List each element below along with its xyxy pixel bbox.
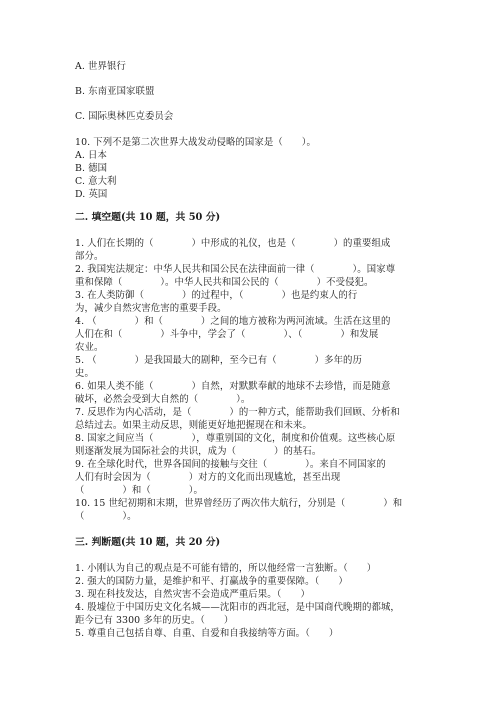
- fill-line: 3. 在人类防御（ ）的过程中，（ ）也是约束人的行: [75, 290, 358, 301]
- judge-line: 4. 殷墟位于中国历史文化名城——沈阳市的西北冠，是中国商代晚期的都城，: [75, 602, 400, 613]
- fill-line: 为，减少自然灾害危害的重要手段。: [75, 303, 227, 314]
- q10-option-c: C. 意大利: [75, 176, 117, 187]
- q9-option-b: B. 东南亚国家联盟: [75, 86, 155, 97]
- section-heading-judgement: 三. 判断题(共 10 题，共 20 分): [75, 537, 221, 548]
- fill-line: （ ）。: [75, 511, 137, 522]
- judge-line: 距今已有 3300 多年的历史。（ ）: [75, 615, 234, 626]
- fill-line: 5. （ ）是我国最大的剧种，至今已有（ ）多年的历: [75, 355, 363, 366]
- fill-line: （ ）和（ ）。: [75, 485, 203, 496]
- fill-line: 史。: [75, 368, 94, 379]
- fill-line: 人们在和（ ）斗争中，学会了（ ）、（ ）和发展: [75, 329, 379, 340]
- fill-line: 6. 如果人类不能（ ）自然，对默默奉献的地球不去珍惜，而是随意: [75, 381, 391, 392]
- fill-line: 9. 在全球化时代，世界各国间的接触与交往（ ）。来自不同国家的: [75, 459, 386, 470]
- fill-line: 10. 15 世纪初期和末期，世界曾经历了两次伟大航行，分别是（ ）和: [75, 498, 403, 509]
- fill-line: 2. 我国宪法规定：中华人民共和国公民在法律面前一律（ ）。国家尊: [75, 264, 396, 275]
- q10-option-a: A. 日本: [75, 150, 107, 161]
- judge-line: 5. 尊重自己包括自尊、自重、自爱和自我接纳等方面。（ ）: [75, 628, 339, 639]
- fill-line: 部分。: [75, 251, 104, 262]
- fill-line: 总结过去。如果主动反思，则能更好地把握现在和未来。: [75, 420, 312, 431]
- fill-line: 8. 国家之间应当（ ），尊重别国的文化，制度和价值观。这些核心原: [75, 433, 396, 444]
- fill-line: 1. 人们在长期的（ ）中形成的礼仪，也是（ ）的重要组成: [75, 238, 391, 249]
- judge-line: 2. 强大的国防力量，是维护和平、打赢战争的重要保障。（ ）: [75, 576, 348, 587]
- fill-line: 重和保障（ ）。中华人民共和国公民的（ ）不受侵犯。: [75, 277, 374, 288]
- fill-line: 破坏，必然会受到大自然的（ ）。: [75, 394, 251, 405]
- judge-line: 1. 小刚认为自己的观点是不可能有错的，所以他经常一言独断。（ ）: [75, 563, 377, 574]
- fill-line: 4. （ ）和（ ）之间的地方被称为两河流域。生活在这里的: [75, 316, 391, 327]
- fill-line: 则逐渐发展为国际社会的共识，成为（ ）的基石。: [75, 446, 322, 457]
- fill-line: 人们有时会因为（ ）对方的文化而出现尴尬，甚至出现: [75, 472, 341, 483]
- q10-option-b: B. 德国: [75, 163, 108, 174]
- fill-line: 农业。: [75, 342, 104, 353]
- section-heading-fill-in: 二. 填空题(共 10 题，共 50 分): [75, 212, 221, 223]
- q10-option-d: D. 英国: [75, 189, 108, 200]
- q10-stem: 10. 下列不是第二次世界大战发动侵略的国家是（ ）。: [75, 137, 316, 148]
- q9-option-a: A. 世界银行: [75, 61, 126, 72]
- fill-line: 7. 反思作为内心活动，是（ ）的一种方式，能帮助我们回顾、分析和: [75, 407, 400, 418]
- q9-option-c: C. 国际奥林匹克委员会: [75, 111, 174, 122]
- judge-line: 3. 现在科技发达，自然灾害不会造成严重后果。（ ）: [75, 589, 310, 600]
